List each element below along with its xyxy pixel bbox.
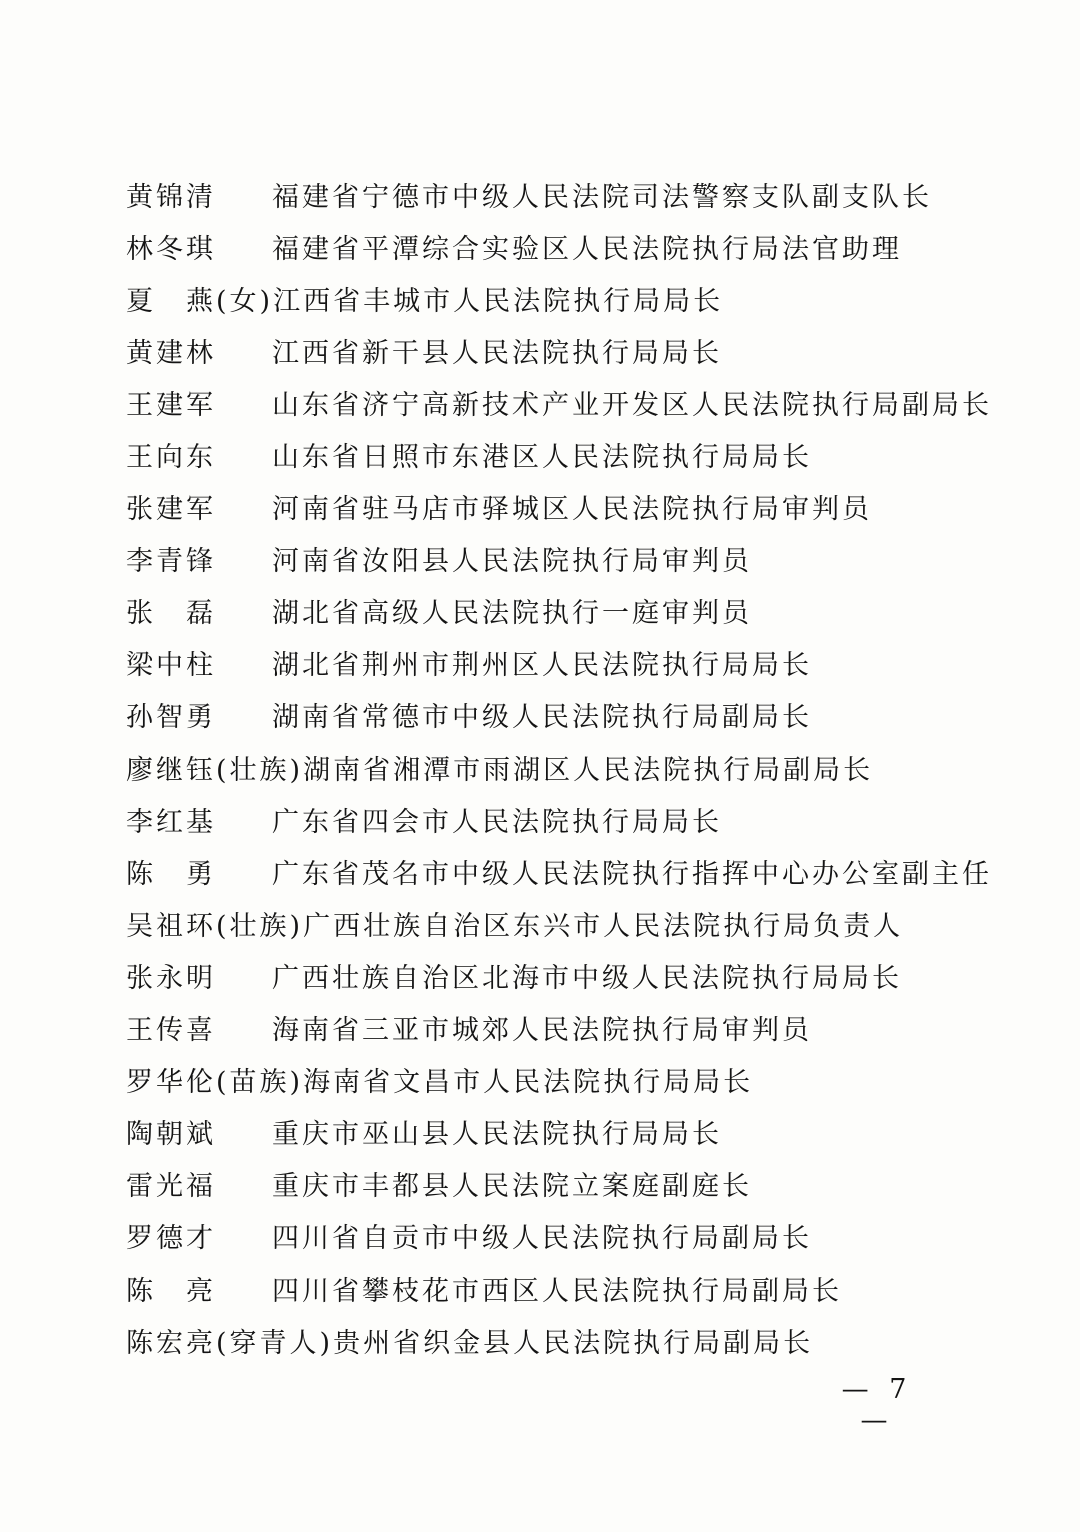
person-name: 黄锦清 bbox=[126, 181, 216, 213]
person-name: 张 磊 bbox=[126, 598, 216, 630]
person-name: 吴祖环(壮族) bbox=[126, 910, 304, 942]
list-item bbox=[126, 324, 1006, 376]
job-title: 广西壮族自治区东兴市人民法院执行局负责人 bbox=[303, 910, 904, 942]
list-item bbox=[126, 897, 1006, 949]
list-item bbox=[126, 637, 1006, 689]
list-item bbox=[126, 845, 1006, 897]
honoree-list bbox=[126, 168, 1006, 1366]
job-title: 湖北省高级人民法院执行一庭审判员 bbox=[272, 598, 752, 630]
job-title: 重庆市丰都县人民法院立案庭副庭长 bbox=[272, 1171, 752, 1203]
person-name: 王传喜 bbox=[126, 1015, 216, 1047]
person-name: 张永明 bbox=[126, 962, 216, 994]
list-item bbox=[126, 1262, 1006, 1314]
person-name: 黄建林 bbox=[126, 337, 216, 369]
person-name: 孙智勇 bbox=[126, 702, 216, 734]
job-title: 海南省文昌市人民法院执行局局长 bbox=[303, 1067, 754, 1099]
job-title: 重庆市巫山县人民法院执行局局长 bbox=[272, 1119, 722, 1151]
job-title: 湖南省湘潭市雨湖区人民法院执行局副局长 bbox=[303, 754, 874, 786]
list-item bbox=[126, 1106, 1006, 1158]
list-item bbox=[126, 585, 1006, 637]
page-number: — 7 — bbox=[841, 1374, 913, 1436]
list-item bbox=[126, 949, 1006, 1001]
job-title: 湖北省荆州市荆州区人民法院执行局局长 bbox=[272, 650, 812, 682]
person-name: 梁中柱 bbox=[126, 650, 216, 682]
job-title: 福建省宁德市中级人民法院司法警察支队副支队长 bbox=[272, 181, 932, 213]
person-name: 罗德才 bbox=[126, 1223, 216, 1255]
job-title: 四川省攀枝花市西区人民法院执行局副局长 bbox=[272, 1275, 842, 1307]
list-item bbox=[126, 689, 1006, 741]
job-title: 广东省四会市人民法院执行局局长 bbox=[272, 806, 722, 838]
list-item bbox=[126, 1210, 1006, 1262]
job-title: 江西省新干县人民法院执行局局长 bbox=[272, 337, 722, 369]
list-item bbox=[126, 533, 1006, 585]
job-title: 河南省驻马店市驿城区人民法院执行局审判员 bbox=[272, 494, 872, 526]
job-title: 海南省三亚市城郊人民法院执行局审判员 bbox=[272, 1015, 812, 1047]
person-name: 夏 燕(女) bbox=[126, 285, 274, 317]
person-name: 王向东 bbox=[126, 442, 216, 474]
job-title: 广西壮族自治区北海市中级人民法院执行局局长 bbox=[272, 962, 902, 994]
person-name: 陈宏亮(穿青人) bbox=[126, 1327, 334, 1359]
person-name: 张建军 bbox=[126, 494, 216, 526]
list-item bbox=[126, 168, 1006, 220]
list-item bbox=[126, 1314, 1006, 1366]
list-item bbox=[126, 1054, 1006, 1106]
job-title: 福建省平潭综合实验区人民法院执行局法官助理 bbox=[272, 233, 902, 265]
job-title: 湖南省常德市中级人民法院执行局副局长 bbox=[272, 702, 812, 734]
person-name: 陈 勇 bbox=[126, 858, 216, 890]
list-item bbox=[126, 741, 1006, 793]
list-item bbox=[126, 481, 1006, 533]
job-title: 山东省济宁高新技术产业开发区人民法院执行局副局长 bbox=[272, 389, 992, 421]
person-name: 林冬琪 bbox=[126, 233, 216, 265]
person-name: 陶朝斌 bbox=[126, 1119, 216, 1151]
list-item bbox=[126, 220, 1006, 272]
person-name: 李青锋 bbox=[126, 546, 216, 578]
person-name: 李红基 bbox=[126, 806, 216, 838]
list-item bbox=[126, 1158, 1006, 1210]
job-title: 广东省茂名市中级人民法院执行指挥中心办公室副主任 bbox=[272, 858, 992, 890]
person-name: 罗华伦(苗族) bbox=[126, 1067, 304, 1099]
list-item bbox=[126, 376, 1006, 428]
job-title: 贵州省织金县人民法院执行局副局长 bbox=[333, 1327, 814, 1359]
list-item bbox=[126, 272, 1006, 324]
list-item bbox=[126, 1002, 1006, 1054]
job-title: 四川省自贡市中级人民法院执行局副局长 bbox=[272, 1223, 812, 1255]
person-name: 雷光福 bbox=[126, 1171, 216, 1203]
person-name: 王建军 bbox=[126, 389, 216, 421]
list-item bbox=[126, 428, 1006, 480]
person-name: 廖继钰(壮族) bbox=[126, 754, 304, 786]
job-title: 江西省丰城市人民法院执行局局长 bbox=[273, 285, 724, 317]
job-title: 河南省汝阳县人民法院执行局审判员 bbox=[272, 546, 752, 578]
person-name: 陈 亮 bbox=[126, 1275, 216, 1307]
list-item bbox=[126, 793, 1006, 845]
job-title: 山东省日照市东港区人民法院执行局局长 bbox=[272, 442, 812, 474]
